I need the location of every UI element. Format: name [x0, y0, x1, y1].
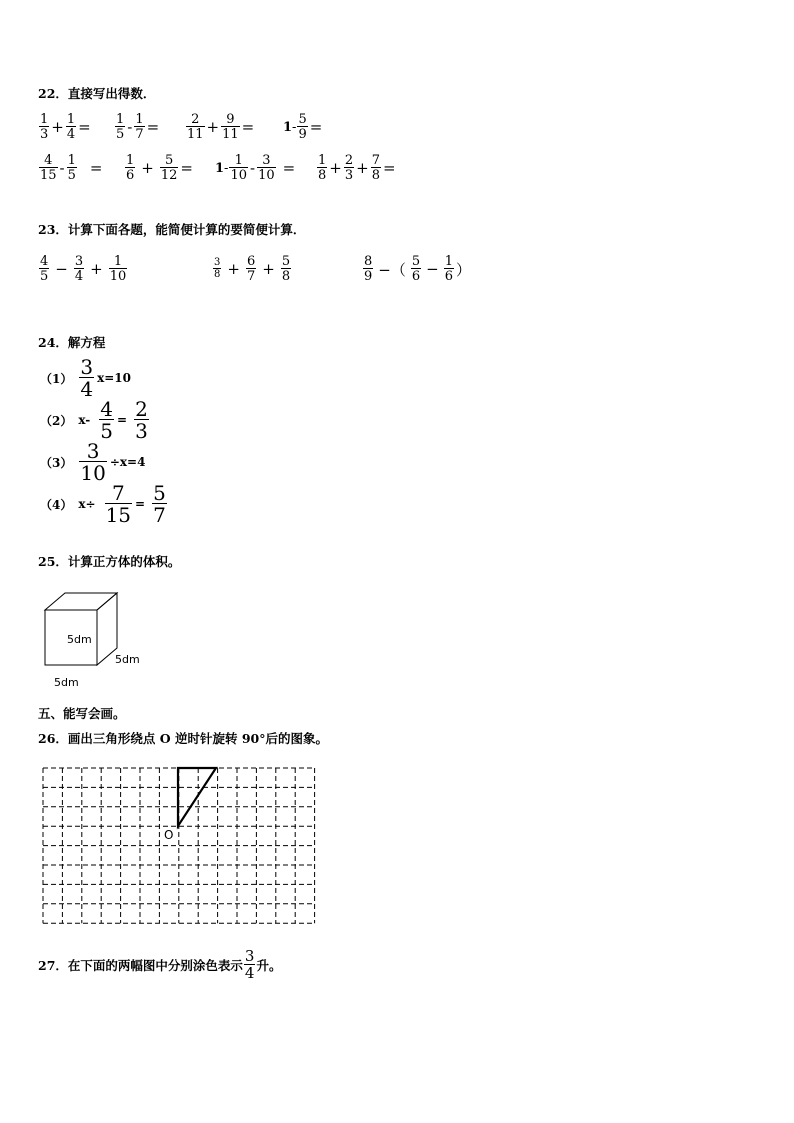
cube-figure	[40, 590, 120, 668]
q27-title: 27．在下面的两幅图中分别涂色表示 $\frac{3}{4}$ 升。	[38, 947, 282, 982]
origin-label: O	[164, 828, 174, 842]
fraction: $\frac{7}{8}$	[371, 153, 380, 183]
cube-side-face	[97, 593, 117, 665]
fraction: $\frac{5}{7}$	[153, 481, 166, 527]
fraction: $\frac{4}{5}$	[100, 397, 114, 443]
cube-depth-label: 5dm	[115, 653, 140, 666]
fraction: $\frac{1}{7}$	[135, 112, 144, 142]
fraction: $\frac{3}{8}$	[214, 257, 221, 280]
q24-equation-2: （2） x- $\frac{4}{5}$ = $\frac{2}{3}$	[40, 397, 148, 443]
cube-front-label: 5dm	[67, 633, 92, 646]
fraction: $\frac{1}{5}$	[116, 112, 125, 142]
q22-title: 22．直接写出得数．	[38, 86, 156, 101]
q23-expr-1: $\frac{4}{5}$ − $\frac{3}{4}$ + $\frac{1}{10}$	[40, 254, 127, 284]
fraction: $\frac{5}{6}$	[411, 254, 421, 284]
q22-expr-5: $\frac{4}{15}$ - $\frac{1}{5}$ =	[40, 153, 103, 183]
fraction: $\frac{9}{11}$	[222, 112, 239, 142]
q23-title: 23．计算下面各题，能简便计算的要简便计算．	[38, 222, 306, 237]
fraction: $\frac{5}{12}$	[160, 153, 178, 183]
q24-title: 24．解方程	[38, 335, 106, 350]
q24-equation-3: （3） $\frac{3}{10}$ ÷x=4	[40, 439, 146, 485]
fraction: $\frac{7}{15}$	[105, 481, 132, 527]
triangle-shape	[178, 768, 216, 826]
fraction: $\frac{5}{9}$	[298, 112, 307, 142]
fraction: $\frac{3}{4}$	[74, 254, 84, 284]
fraction: $\frac{8}{9}$	[364, 254, 373, 284]
fraction: $\frac{3}{10}$	[80, 439, 106, 485]
fraction: $\frac{2}{3}$	[135, 397, 148, 443]
fraction: $\frac{5}{8}$	[281, 254, 291, 284]
q22-expr-7: 1 - $\frac{1}{10}$ - $\frac{3}{10}$ =	[215, 153, 296, 183]
cube-bottom-label: 5dm	[54, 676, 79, 689]
fraction: $\frac{1}{6}$	[126, 153, 135, 183]
fraction: $\frac{4}{5}$	[40, 254, 49, 284]
q23-expr-2: $\frac{3}{8}$ + $\frac{6}{7}$ + $\frac{5}{8}$	[214, 254, 291, 284]
q25-title: 25．计算正方体的体积。	[38, 554, 181, 569]
fraction: $\frac{1}{4}$	[66, 112, 76, 142]
q24-equation-1: （1） $\frac{3}{4}$ x=10	[40, 355, 132, 401]
fraction: $\frac{6}{7}$	[246, 254, 256, 284]
section-5-title: 五、能写会画。	[38, 706, 126, 721]
q22-expr-3: $\frac{2}{11}$ + $\frac{9}{11}$ =	[187, 112, 255, 142]
fraction: $\frac{4}{15}$	[40, 153, 57, 183]
q22-expr-4: 1 - $\frac{5}{9}$ =	[283, 112, 323, 142]
fraction: $\frac{2}{3}$	[344, 153, 354, 183]
dashed-grid	[40, 765, 318, 927]
fraction: $\frac{1}{3}$	[40, 112, 49, 142]
fraction: $\frac{1}{10}$	[109, 254, 127, 284]
cube-top-face	[45, 593, 117, 610]
q22-expr-8: $\frac{1}{8}$ + $\frac{2}{3}$ + $\frac{7}{8}$ =	[318, 153, 396, 183]
q26-title: 26．画出三角形绕点 O 逆时针旋转 90°后的图象。	[38, 731, 328, 746]
fraction: $\frac{3}{4}$	[80, 355, 94, 401]
fraction: $\frac{2}{11}$	[187, 112, 204, 142]
fraction: $\frac{3}{4}$	[244, 947, 255, 982]
fraction: $\frac{1}{8}$	[318, 153, 327, 183]
fraction: $\frac{1}{5}$	[67, 153, 76, 183]
q24-equation-4: （4） x÷ $\frac{7}{15}$ = $\frac{5}{7}$	[40, 481, 166, 527]
fraction: $\frac{1}{10}$	[230, 153, 247, 183]
q22-expr-6: $\frac{1}{6}$ + $\frac{5}{12}$ =	[126, 153, 193, 183]
fraction: $\frac{3}{10}$	[258, 153, 275, 183]
q22-expr-2: $\frac{1}{5}$ - $\frac{1}{7}$ =	[116, 112, 160, 142]
q23-expr-3: $\frac{8}{9}$ −（ $\frac{5}{6}$ − $\frac{1}{6}$ ）	[364, 254, 472, 284]
q22-expr-1: $\frac{1}{3}$ + $\frac{1}{4}$ =	[40, 112, 91, 142]
fraction: $\frac{1}{6}$	[444, 254, 453, 284]
